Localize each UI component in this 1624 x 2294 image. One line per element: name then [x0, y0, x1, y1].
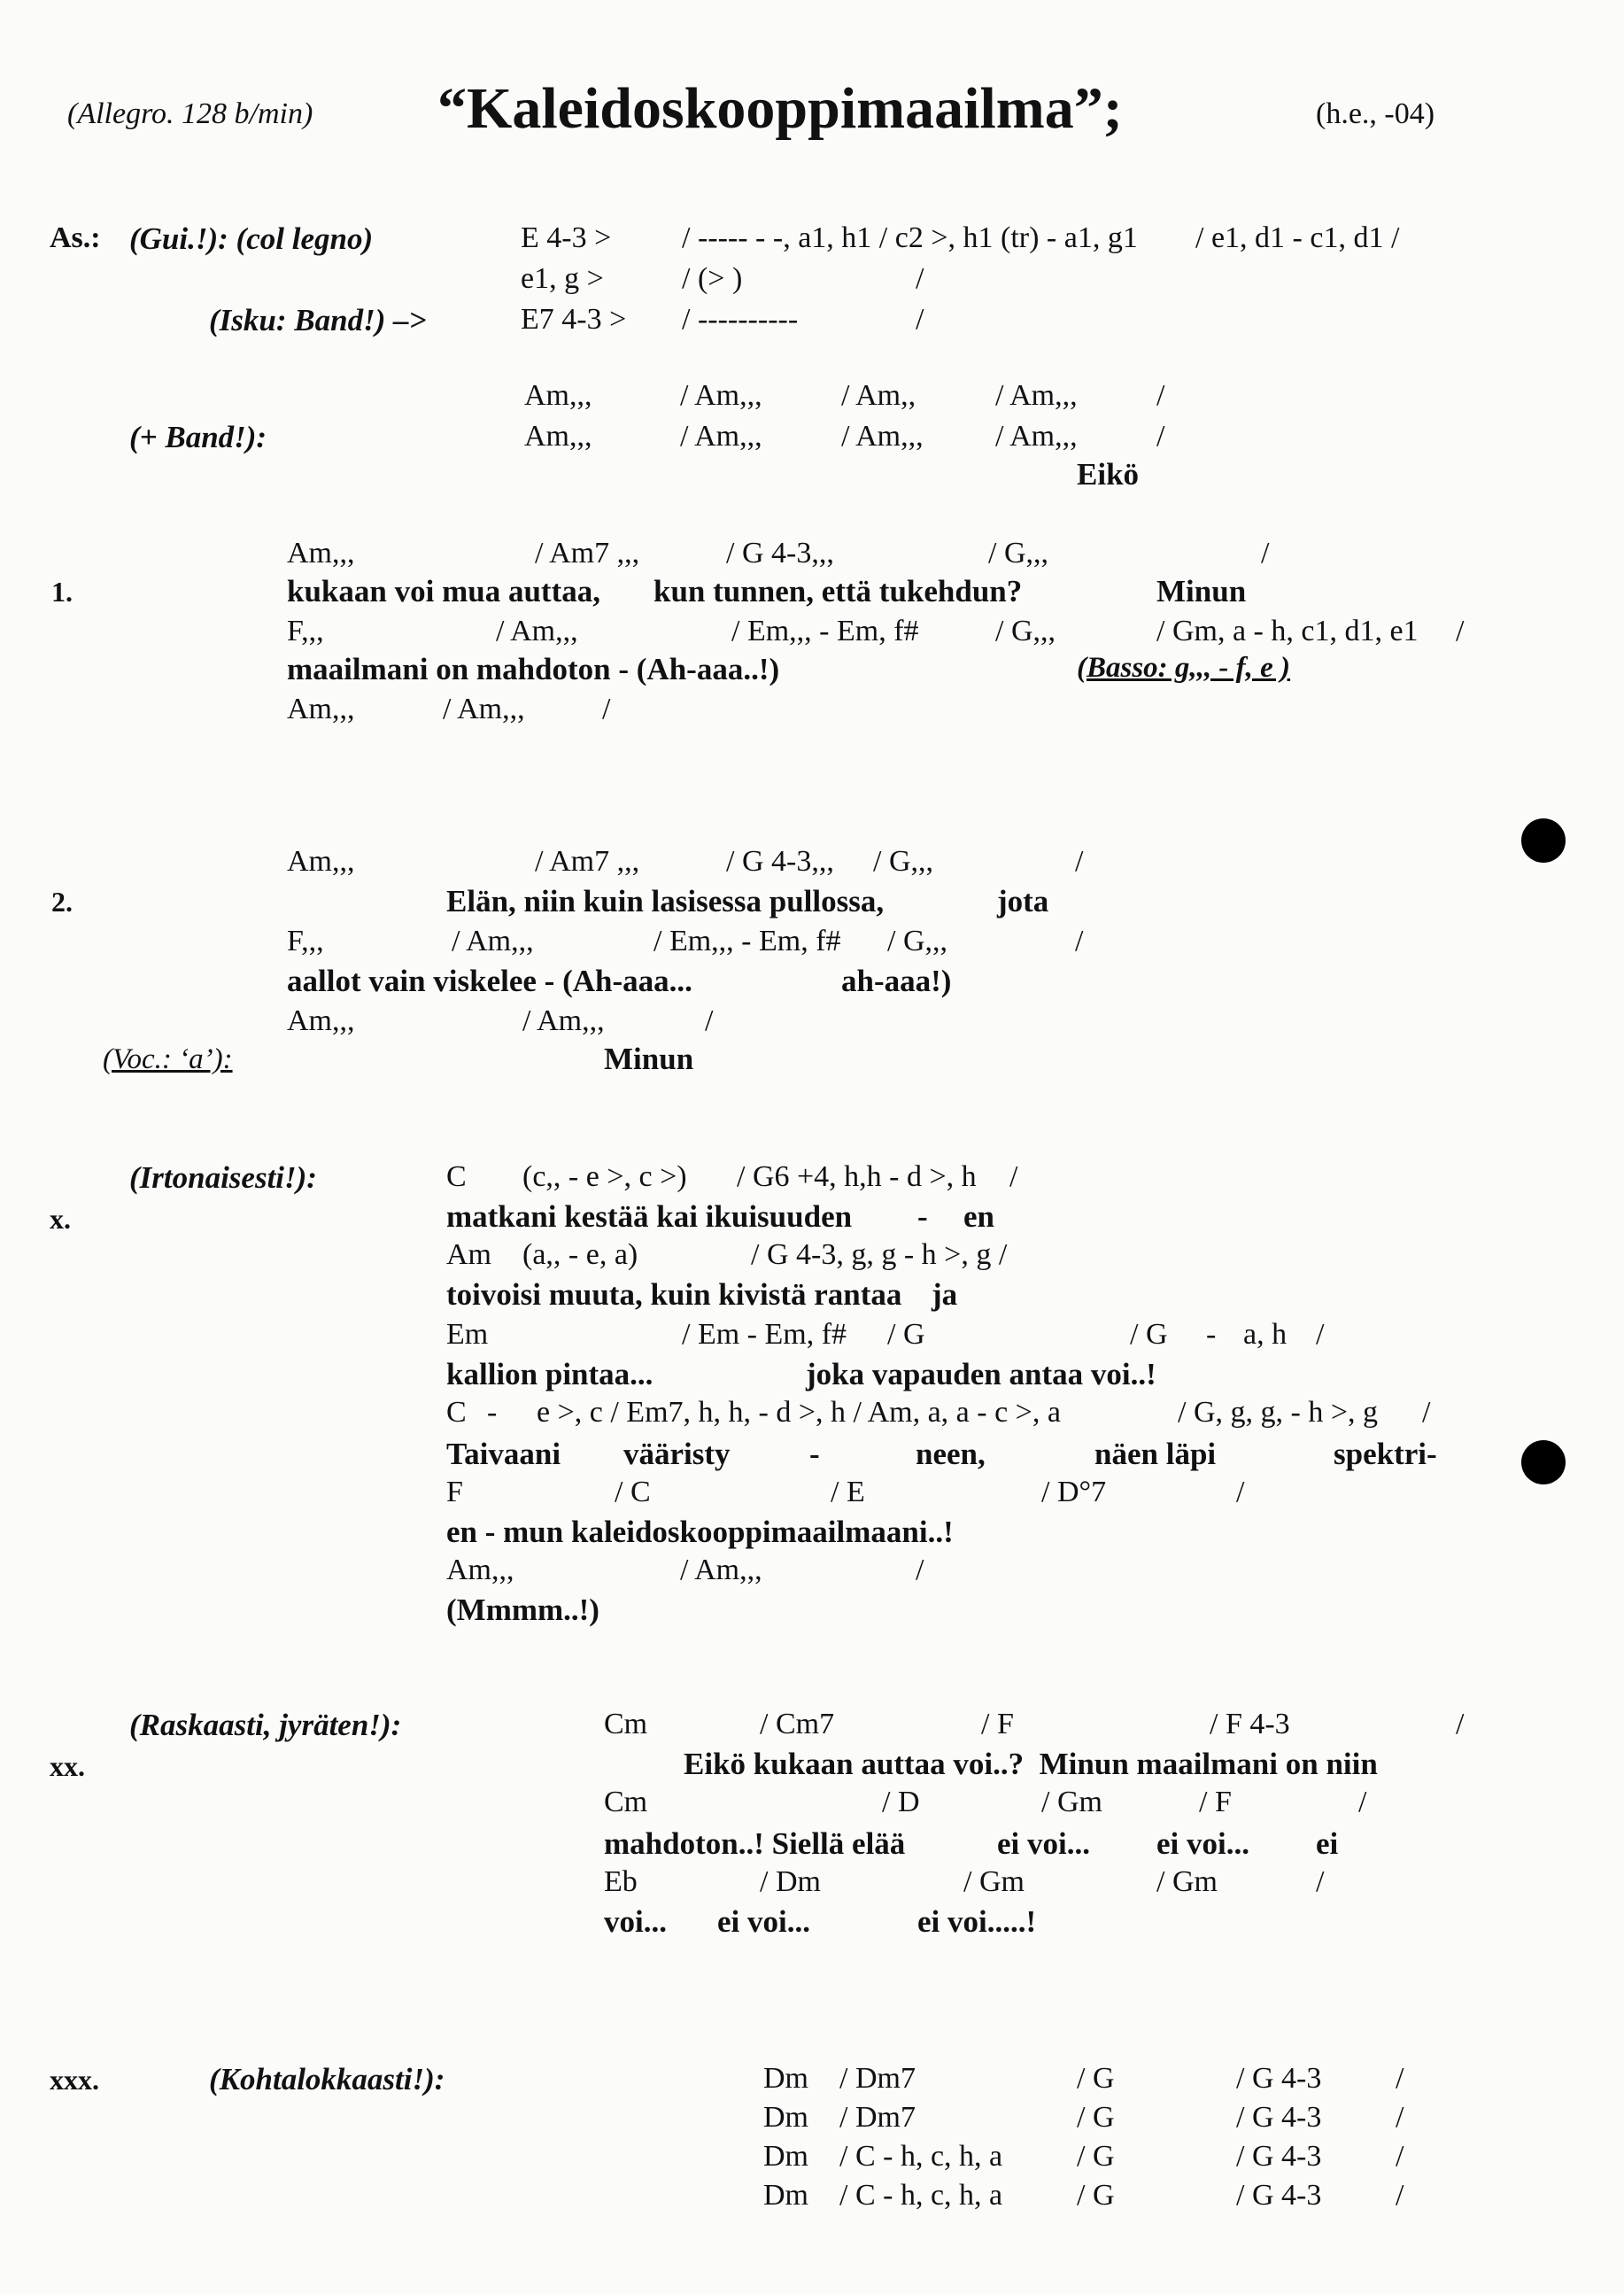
lyric: ah-aaa!) — [841, 964, 952, 998]
chord: / Am,,, — [443, 693, 525, 725]
chord: / F 4-3 — [1210, 1708, 1290, 1740]
tempo-marking: (Allegro. 128 b/min) — [67, 97, 313, 130]
chord: / Em,,, - Em, f# — [731, 615, 919, 647]
song-title: “Kaleidoskooppimaailma”; — [437, 76, 1123, 141]
chord: / Gm, a - h, c1, d1, e1 — [1156, 615, 1419, 647]
chord: / Am7 ,,, — [535, 537, 640, 570]
lyric: voi... — [604, 1904, 667, 1939]
chord: / G 4-3 — [1236, 2140, 1322, 2173]
lyric: toivoisi muuta, kuin kivistä rantaa — [446, 1277, 902, 1312]
bar-line: / — [1316, 1318, 1325, 1351]
chord: Am — [446, 1238, 491, 1271]
lyric: Eikö — [1077, 457, 1140, 492]
chord: / E — [831, 1476, 865, 1508]
intro-notes: / (> ) — [682, 262, 743, 295]
section-instruction: (Kohtalokkaasti!): — [209, 2062, 445, 2096]
lyric: ja — [932, 1277, 958, 1312]
bar-line: / — [1396, 2101, 1404, 2134]
bar-line: / — [705, 1004, 714, 1037]
chord: - — [487, 1396, 498, 1429]
chord: Am,,, — [524, 420, 592, 453]
chord: / G — [1077, 2062, 1115, 2095]
chord: / G, g, g, - h >, g — [1178, 1396, 1378, 1429]
chord: / C — [615, 1476, 651, 1508]
chord: Am,,, — [287, 693, 355, 725]
bar-line: / — [916, 262, 924, 295]
bar-line: / — [1456, 1708, 1465, 1740]
section-number: x. — [50, 1203, 71, 1235]
chord: / F — [981, 1708, 1014, 1740]
lyric: näen läpi — [1094, 1437, 1217, 1471]
lyric: (Mmmm..!) — [446, 1593, 599, 1627]
lyric: aallot vain viskelee - (Ah-aaa... — [287, 964, 692, 998]
chord: / G 4-3 — [1236, 2062, 1322, 2095]
lyric: joka vapauden antaa voi..! — [806, 1357, 1156, 1391]
lyric: Taivaani — [446, 1437, 561, 1471]
lyric: ei voi... — [997, 1826, 1090, 1861]
chord: / Dm7 — [839, 2101, 916, 2134]
bass-annotation: (Basso: g,,, - f, e ) — [1077, 652, 1291, 684]
chord: Cm — [604, 1708, 648, 1740]
chord: Am,,, — [287, 1004, 355, 1037]
chord: / G6 +4, h,h - d >, h — [737, 1160, 977, 1193]
chord: Dm — [763, 2179, 808, 2212]
intro-notes: / ---------- — [682, 303, 799, 336]
lyric: jota — [997, 884, 1049, 918]
chord: F,,, — [287, 615, 324, 647]
chord: / Am,,, — [680, 1554, 762, 1586]
chord: / G 4-3,,, — [726, 537, 834, 570]
bar-line: / — [1075, 925, 1084, 957]
intro-label: As.: — [50, 221, 101, 254]
bar-line: / — [1396, 2062, 1404, 2095]
chord: / Am,,, — [995, 379, 1078, 412]
lyric: matkani kestää kai ikuisuuden — [446, 1199, 853, 1234]
lyric: mahdoton..! Siellä elää — [604, 1826, 906, 1861]
chord: / Dm — [760, 1865, 821, 1898]
chord: / Dm7 — [839, 2062, 916, 2095]
chord: e >, c / Em7, h, h, - d >, h / Am, a, a - c >, a — [537, 1396, 1061, 1429]
lyric: en - mun kaleidoskooppimaailmaani..! — [446, 1515, 954, 1549]
lyric: en — [963, 1199, 994, 1234]
bar-line: / — [916, 1554, 924, 1586]
intro-chord: E 4-3 > — [521, 221, 612, 254]
drums-instruction: (Isku: Band!) –> — [209, 303, 427, 337]
bar-line: / — [1358, 1786, 1367, 1818]
chord: Am,,, — [524, 379, 592, 412]
section-instruction: (Irtonaisesti!): — [129, 1160, 317, 1195]
chord: / Gm — [1041, 1786, 1102, 1818]
intro-chord: e1, g > — [521, 262, 604, 295]
section-number: xx. — [50, 1750, 85, 1782]
chord: / G — [1077, 2101, 1115, 2134]
chord: C — [446, 1160, 467, 1193]
chord: / G,,, — [995, 615, 1056, 647]
chord: / G — [1077, 2179, 1115, 2212]
bar-line: / — [1156, 379, 1165, 412]
lyric: maailmani on mahdoton - (Ah-aaa..!) — [287, 652, 780, 686]
punch-hole — [1521, 818, 1566, 863]
punch-hole — [1521, 1440, 1566, 1484]
lyric: Minun — [604, 1042, 694, 1076]
bar-line: / — [1316, 1865, 1325, 1898]
chord: / C - h, c, h, a — [839, 2140, 1003, 2173]
chord: Am,,, — [287, 845, 355, 878]
bar-line: / — [1396, 2140, 1404, 2173]
lyric: Eikö kukaan auttaa voi..? Minun maailmani on niin — [684, 1747, 1378, 1781]
chord: / G 4-3,,, — [726, 845, 834, 878]
chord: (a,, - e, a) — [522, 1238, 638, 1271]
band-instruction: (+ Band!): — [129, 420, 267, 454]
verse-number: 2. — [51, 886, 73, 918]
chord: - — [1206, 1318, 1217, 1351]
chord: Dm — [763, 2101, 808, 2134]
guitar-instruction: (Gui.!): (col legno) — [129, 221, 374, 256]
chord: / G 4-3 — [1236, 2179, 1322, 2212]
lyric: kukaan voi mua auttaa, — [287, 574, 600, 608]
bar-line: / — [1075, 845, 1084, 878]
lyric: Minun — [1156, 574, 1247, 608]
chord: / G — [1130, 1318, 1168, 1351]
chord: / G 4-3, g, g - h >, g / — [751, 1238, 1008, 1271]
chord: Am,,, — [287, 537, 355, 570]
bar-line: / — [1261, 537, 1270, 570]
chord: / Em,,, - Em, f# — [653, 925, 841, 957]
chord: / G,,, — [988, 537, 1048, 570]
chord: / Am,, — [841, 379, 916, 412]
chord: / G,,, — [887, 925, 947, 957]
chord: / Am,,, — [452, 925, 534, 957]
lyric: ei voi.....! — [917, 1904, 1037, 1939]
chord: / Am,,, — [841, 420, 924, 453]
chord: Dm — [763, 2062, 808, 2095]
chord: / F — [1199, 1786, 1232, 1818]
lyric: spektri- — [1334, 1437, 1437, 1471]
chord: Em — [446, 1318, 489, 1351]
chord: Eb — [604, 1865, 638, 1898]
chord: Am,,, — [446, 1554, 514, 1586]
chord: / Em - Em, f# — [682, 1318, 847, 1351]
lyric: ei voi... — [717, 1904, 810, 1939]
vocal-annotation: (Voc.: ‘a’): — [103, 1043, 233, 1075]
bar-line: / — [1396, 2179, 1404, 2212]
lyric: ei — [1316, 1826, 1339, 1861]
intro-notes-end: / e1, d1 - c1, d1 / — [1195, 221, 1400, 254]
chord: Dm — [763, 2140, 808, 2173]
chord: / Am,,, — [995, 420, 1078, 453]
chord: / Gm — [1156, 1865, 1218, 1898]
lyric: kun tunnen, että tukehdun? — [653, 574, 1023, 608]
bar-line: / — [1156, 420, 1165, 453]
chord: a, h — [1243, 1318, 1288, 1351]
chord: F — [446, 1476, 463, 1508]
author-note: (h.e., -04) — [1316, 97, 1435, 130]
lyric: neen, — [916, 1437, 986, 1471]
lyric: vääristy — [623, 1437, 731, 1471]
bar-line: / — [1456, 615, 1465, 647]
bar-line: / — [916, 303, 924, 336]
chord: C — [446, 1396, 467, 1429]
chord: F,,, — [287, 925, 324, 957]
intro-chord: E7 4-3 > — [521, 303, 627, 336]
verse-number: 1. — [51, 576, 73, 608]
intro-notes: / ----- - -, a1, h1 / c2 >, h1 (tr) - a1, g1 — [682, 221, 1138, 254]
section-number: xxx. — [50, 2064, 99, 2096]
bar-line: / — [602, 693, 611, 725]
bar-line: / — [1236, 1476, 1245, 1508]
chord: / Am,,, — [680, 420, 762, 453]
chord: / Cm7 — [760, 1708, 835, 1740]
chord: / Am,,, — [680, 379, 762, 412]
lyric: - — [809, 1437, 820, 1471]
chord: / G — [887, 1318, 925, 1351]
section-instruction: (Raskaasti, jyräten!): — [129, 1708, 402, 1742]
chord: / D°7 — [1041, 1476, 1107, 1508]
chord: Cm — [604, 1786, 648, 1818]
chord: / Am,,, — [496, 615, 578, 647]
chord: / G — [1077, 2140, 1115, 2173]
bar-line: / — [1422, 1396, 1431, 1429]
chord: / G 4-3 — [1236, 2101, 1322, 2134]
lyric: - — [917, 1199, 928, 1234]
chord: / Gm — [963, 1865, 1025, 1898]
chord: / G,,, — [873, 845, 933, 878]
chord: (c,, - e >, c >) — [522, 1160, 687, 1193]
lyric: Elän, niin kuin lasisessa pullossa, — [446, 884, 885, 918]
bar-line: / — [1009, 1160, 1018, 1193]
chord: / Am,,, — [522, 1004, 605, 1037]
chord: / Am7 ,,, — [535, 845, 640, 878]
lyric: ei voi... — [1156, 1826, 1249, 1861]
lyric: kallion pintaa... — [446, 1357, 653, 1391]
chord: / C - h, c, h, a — [839, 2179, 1003, 2212]
chord: / D — [882, 1786, 920, 1818]
